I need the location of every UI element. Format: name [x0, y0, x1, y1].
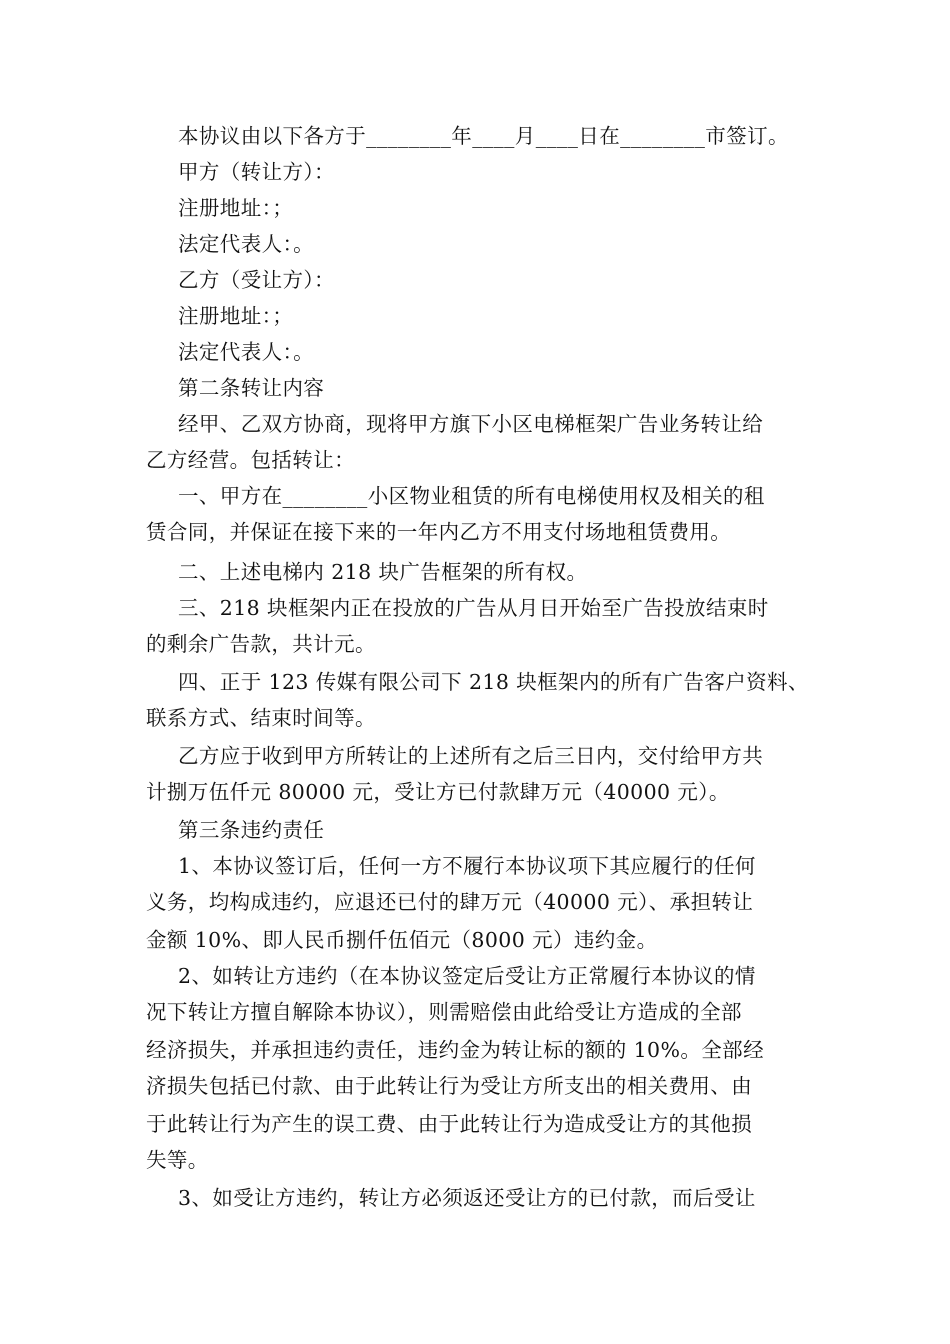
- party-a-heading: 甲方（转让方）：: [178, 160, 335, 184]
- paragraph-line: 3、如受让方违约，转让方必须返还受让方的已付款，而后受让: [178, 1186, 756, 1210]
- paragraph-line: 经济损失，并承担违约责任，违约金为转让标的额的 10%。全部经: [146, 1038, 764, 1062]
- paragraph-line: 三、218 块框架内正在投放的广告从月日开始至广告投放结束时: [178, 596, 769, 620]
- paragraph-line: 赁合同，并保证在接下来的一年内乙方不用支付场地租赁费用。: [146, 520, 732, 544]
- party-b-address: 注册地址：；: [178, 304, 294, 328]
- paragraph-line: 一、甲方在________小区物业租赁的所有电梯使用权及相关的租: [178, 484, 765, 508]
- party-b-heading: 乙方（受让方）：: [178, 268, 335, 292]
- paragraph-line: 的剩余广告款，共计元。: [146, 632, 376, 656]
- paragraph-line: 济损失包括已付款、由于此转让行为受让方所支出的相关费用、由: [146, 1074, 753, 1098]
- party-a-representative: 法定代表人：。: [178, 232, 315, 256]
- paragraph-line: 计捌万伍仟元 80000 元，受让方已付款肆万元（40000 元）。: [146, 780, 730, 804]
- paragraph-line: 金额 10%、即人民币捌仟伍佰元（8000 元）违约金。: [146, 928, 658, 952]
- paragraph-line: 四、正于 123 传媒有限公司下 218 块框架内的所有广告客户资料、: [178, 670, 809, 694]
- paragraph-line: 乙方经营。包括转让：: [146, 448, 355, 472]
- paragraph-line: 乙方应于收到甲方所转让的上述所有之后三日内，交付给甲方共: [178, 744, 764, 768]
- paragraph-line: 于此转让行为产生的误工费、由于此转让行为造成受让方的其他损: [146, 1112, 753, 1136]
- paragraph-line: 经甲、乙双方协商，现将甲方旗下小区电梯框架广告业务转让给: [178, 412, 764, 436]
- paragraph-line: 况下转让方擅自解除本协议），则需赔偿由此给受让方造成的全部: [146, 1000, 742, 1024]
- paragraph-line: 联系方式、结束时间等。: [146, 706, 376, 730]
- paragraph-line: 1、本协议签订后，任何一方不履行本协议项下其应履行的任何: [178, 854, 756, 878]
- party-a-address: 注册地址：；: [178, 196, 294, 220]
- article-3-heading: 第三条违约责任: [178, 818, 325, 842]
- paragraph-line: 义务，均构成违约，应退还已付的肆万元（40000 元）、承担转让: [146, 890, 754, 914]
- paragraph-line: 二、上述电梯内 218 块广告框架的所有权。: [178, 560, 588, 584]
- party-b-representative: 法定代表人：。: [178, 340, 315, 364]
- paragraph-line: 2、如转让方违约（在本协议签定后受让方正常履行本协议的情: [178, 964, 756, 988]
- paragraph-line: 失等。: [146, 1148, 209, 1172]
- signing-statement: 本协议由以下各方于________年____月____日在________市签订。: [178, 124, 789, 148]
- article-2-heading: 第二条转让内容: [178, 376, 325, 400]
